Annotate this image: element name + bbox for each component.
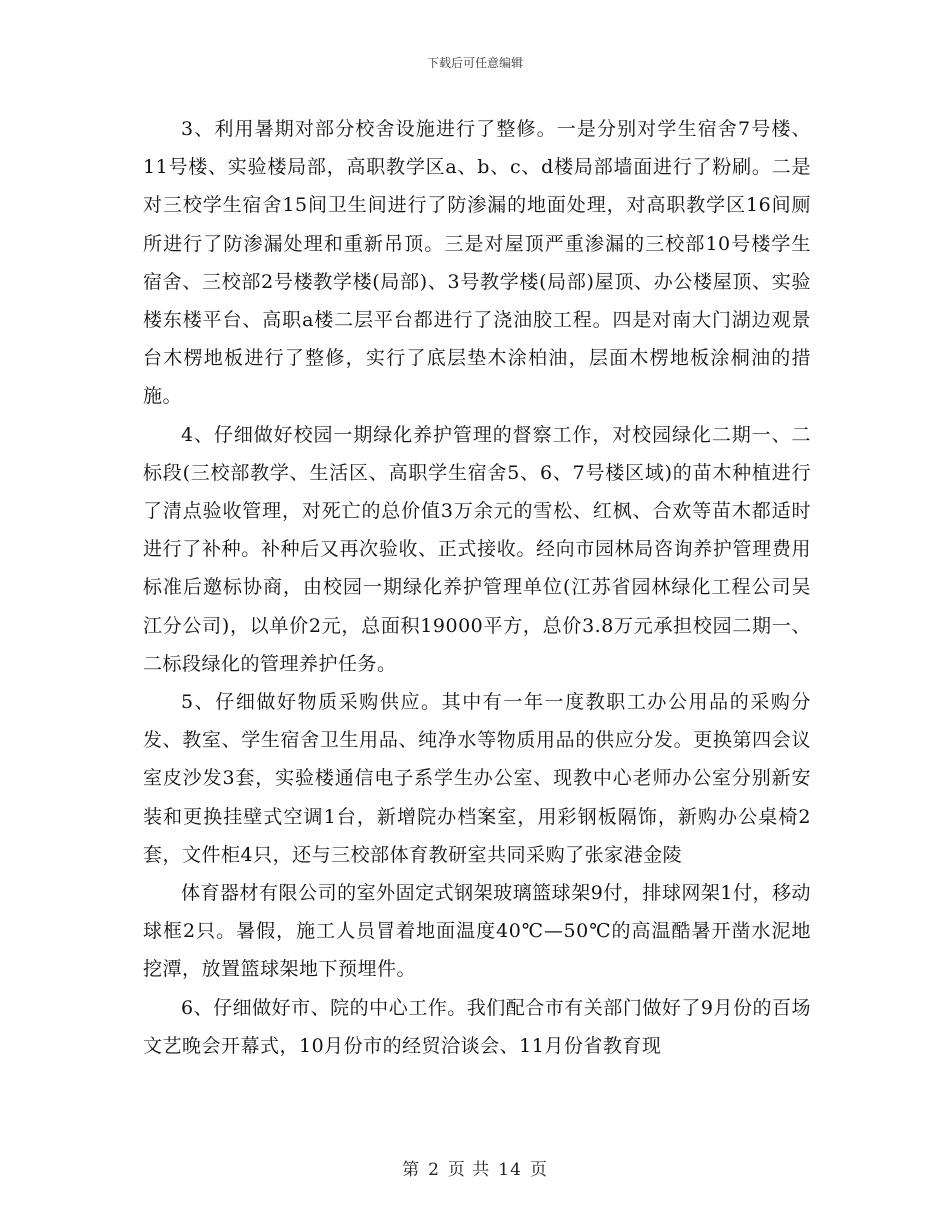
page-number: 2 (428, 1160, 440, 1180)
paragraph-5-continued: 体育器材有限公司的室外固定式钢架玻璃篮球架9付，排球网架1付，移动球框2只。暑假，施工人员冒着地面温度40℃—50℃的高温酷暑开凿水泥地挖潭，放置篮球架地下预埋件。 (143, 882, 811, 981)
page-header: 下载后可任意编辑 (426, 56, 523, 70)
paragraph-3: 3、利用暑期对部分校舍设施进行了整修。一是分别对学生宿舍7号楼、11号楼、实验楼局部，高职教学区a、b、c、d楼局部墙面进行了粉刷。二是对三校学生宿舍15间卫生间进行了防渗漏的地面处理，对高职教学区16间厕所进行了防渗漏处理和重新吊顶。三是对屋顶严重渗漏的三校部10号楼学生宿舍、三校部2号楼教学楼(局部)、3号教学楼(局部)屋顶、办公楼屋顶、实验楼东楼平台、高职a楼二层平台都进行了浇油胶工程。四是对南大门湖边观景台木楞地板进行了整修，实行了底层垫木涂柏油，层面木楞地板涂桐油的措施。 (143, 118, 811, 408)
footer-prefix: 第 (402, 1160, 421, 1180)
footer-suffix: 页 (529, 1160, 548, 1180)
paragraph-6: 6、仔细做好市、院的中心工作。我们配合市有关部门做好了9月份的百场文艺晚会开幕式，10月份市的经贸洽谈会、11月份省教育现 (143, 996, 811, 1057)
footer-middle: 页 共 (447, 1160, 491, 1180)
total-pages: 14 (498, 1160, 522, 1180)
paragraph-5: 5、仔细做好物质采购供应。其中有一年一度教职工办公用品的采购分发、教室、学生宿舍卫生用品、纯净水等物质用品的供应分发。更换第四会议室皮沙发3套，实验楼通信电子系学生办公室、现教中心老师办公室分别新安装和更换挂壁式空调1台，新增院办档案室，用彩钢板隔饰，新购办公桌椅2套，文件柜4只，还与三校部体育教研室共同采购了张家港金陵 (143, 691, 811, 866)
page-footer (0, 1155, 950, 1180)
paragraph-4: 4、仔细做好校园一期绿化养护管理的督察工作，对校园绿化二期一、二标段(三校部教学、生活区、高职学生宿舍5、6、7号楼区域)的苗木种植进行了清点验收管理，对死亡的总价值3万余元的雪松、红枫、合欢等苗木都适时进行了补种。补种后又再次验收、正式接收。经向市园林局咨询养护管理费用标准后邀标协商，由校园一期绿化养护管理单位(江苏省园林绿化工程公司吴江分公司)，以单价2元，总面积19000平方，总价3.8万元承担校园二期一、二标段绿化的管理养护任务。 (143, 423, 811, 675)
document-body (143, 110, 811, 1065)
